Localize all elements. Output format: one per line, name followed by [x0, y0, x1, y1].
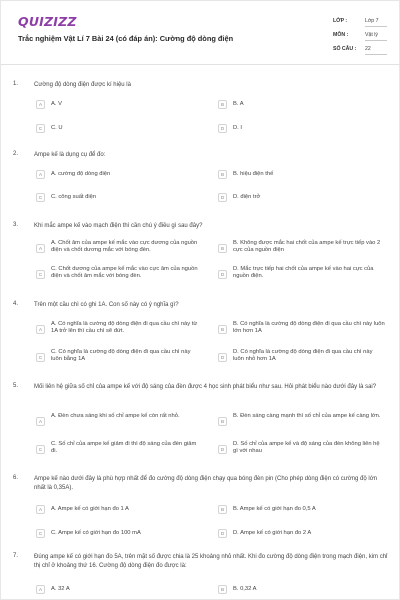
option-text: B. A [233, 101, 244, 107]
option-text: D. Có nghĩa là cường độ dòng điện đi qua cầu chì này luôn nhỏ hơn 1A [233, 349, 373, 363]
option-letter: C [36, 445, 45, 454]
option-text: D. I [233, 125, 243, 131]
option-text: C. Chốt dương của ampe kế mắc vào cực âm của nguồn điện và chốt âm mắc với bóng đèn. [51, 266, 198, 280]
option-text: A. 32 A [51, 586, 70, 592]
option-text: A. Có nghĩa là cường độ dòng điện đi qua cầu chì này từ 1A trở lên thì cầu chì sẽ đứt. [51, 321, 198, 335]
option-letter: C [36, 270, 45, 279]
meta-label: MÔN : [333, 32, 349, 38]
option-text: B. hiệu điện thế [233, 171, 274, 177]
option-letter: B [218, 417, 227, 426]
option-text: B. Đèn sáng càng mạnh thì số chỉ của ampe kế càng lớn. [233, 413, 381, 419]
option-letter: A [36, 505, 45, 514]
option-letter: D [218, 193, 227, 202]
question-text: Mối liên hệ giữa số chỉ của ampe kế với độ sáng của đèn được 4 học sinh phát biểu như sau. Hỏi phát biểu nào dưới đây là sai? [34, 384, 377, 390]
option-letter: A [36, 170, 45, 179]
question-number: 7. [13, 553, 19, 559]
option-text: C. Ampe kế có giới hạn đo 100 mA [51, 530, 141, 536]
option-text: B. Ampe kế có giới hạn đo 0,5 A [233, 506, 316, 512]
option-text: D. Ampe kế có giới hạn đo 2 A [233, 530, 312, 536]
option-letter: B [218, 325, 227, 334]
option-letter: D [218, 353, 227, 362]
meta-value: 22 [365, 46, 387, 55]
worksheet-header [1, 1, 400, 65]
option-letter: B [218, 170, 227, 179]
option-letter: B [218, 585, 227, 594]
option-letter: A [36, 244, 45, 253]
option-text: D. Số chỉ của ampe kế và độ sáng của đèn không liên hệ gì với nhau [233, 441, 380, 455]
question-text: Ampe kế nào dưới đây là phù hợp nhất để đo cường độ dòng điện chạy qua bóng đèn pin (Cho phép dòng điện có cường độ lớn nhất là 0,35A). [34, 476, 377, 491]
question-number: 5. [13, 383, 19, 389]
question-text: Cường độ dòng điện được kí hiệu là [34, 82, 131, 88]
question-number: 6. [13, 475, 19, 481]
option-letter: D [218, 124, 227, 133]
option-text: A. Chốt âm của ampe kế mắc vào cực dương của nguồn điện và chốt dương mắc với bóng đèn. [51, 240, 198, 254]
option-text: B. 0,32 A [233, 586, 257, 592]
option-letter: C [36, 193, 45, 202]
option-letter: C [36, 529, 45, 538]
option-text: C. công suất điện [51, 194, 97, 200]
option-text: A. Đèn chưa sáng khi số chỉ ampe kế còn rất nhỏ. [51, 413, 180, 419]
option-letter: A [36, 100, 45, 109]
question-text: Ampe kế là dụng cụ để đo: [34, 152, 106, 158]
option-text: A. V [51, 101, 62, 107]
option-text: D. Mắc trực tiếp hai chốt của ampe kế vào hai cực của nguồn điện. [233, 266, 374, 280]
option-text: C. U [51, 125, 63, 131]
option-text: A. Ampe kế có giới hạn đo 1 A [51, 506, 129, 512]
option-letter: D [218, 445, 227, 454]
option-letter: A [36, 325, 45, 334]
option-text: C. Số chỉ của ampe kế giảm đi thì độ sáng của đèn giảm đi. [51, 441, 197, 455]
option-letter: A [36, 585, 45, 594]
question-text: Đúng ampe kế có giới hạn đo 5A, trên mặt số được chia là 25 khoảng nhỏ nhất. Khi đo cường độ dòng điện trong mạch điện, kim chỉ thị chỉ ở khoảng thứ 16. Cường độ dòng điện đo được là: [34, 554, 388, 569]
option-letter: D [218, 529, 227, 538]
option-letter: C [36, 353, 45, 362]
option-text: C. Có nghĩa là cường độ dòng điện đi qua cầu chì này luôn bằng 1A [51, 349, 191, 363]
meta-value: Lớp 7 [365, 18, 387, 27]
question-text: Khi mắc ampe kế vào mạch điện thì cần chú ý điều gì sau đây? [34, 223, 203, 229]
option-letter: B [218, 100, 227, 109]
question-text: Trên một cầu chì có ghi 1A. Con số này có ý nghĩa gì? [34, 302, 179, 308]
option-letter: A [36, 417, 45, 426]
meta-value: Vật lý [365, 32, 387, 41]
meta-label: SỐ CÂU : [333, 46, 357, 52]
option-letter: B [218, 505, 227, 514]
option-text: B. Không được mắc hai chốt của ampe kế trực tiếp vào 2 cực của nguồn điện [233, 240, 381, 254]
option-text: D. điện trở [233, 194, 261, 200]
question-number: 2. [13, 151, 19, 157]
meta-label: LỚP : [333, 18, 348, 24]
option-text: B. Có nghĩa là cường độ dòng điện đi qua cầu chì này luôn lớn hơn 1A [233, 321, 385, 335]
option-letter: D [218, 270, 227, 279]
worksheet-title: Trắc nghiệm Vật Lí 7 Bài 24 (có đáp án): Cường độ dòng điện [18, 34, 234, 43]
option-text: A. cường độ dòng điện [51, 171, 111, 177]
quizizz-logo: QUIZIZZ [18, 14, 77, 29]
option-letter: B [218, 244, 227, 253]
question-number: 1. [13, 81, 19, 87]
question-number: 3. [13, 222, 19, 228]
question-number: 4. [13, 301, 19, 307]
option-letter: C [36, 124, 45, 133]
